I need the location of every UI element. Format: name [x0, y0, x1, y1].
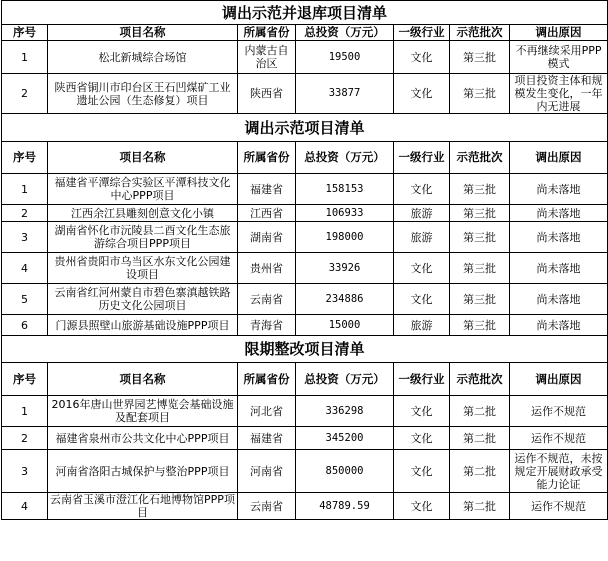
cell-batch: 第二批: [450, 493, 510, 520]
cell-reason: 尚未落地: [510, 174, 608, 205]
header-total-investment: 总投资（万元）: [296, 25, 394, 41]
cell-batch: 第三批: [450, 74, 510, 114]
header-seq: 序号: [2, 363, 48, 396]
cell-province: 福建省: [238, 427, 296, 450]
cell-province: 云南省: [238, 284, 296, 315]
header-batch: 示范批次: [450, 363, 510, 396]
table-row: [2, 205, 608, 222]
table-row: [2, 427, 608, 450]
table-header-row: [2, 25, 608, 41]
cell-province: 云南省: [238, 493, 296, 520]
cell-reason: 不再继续采用PPP模式: [510, 41, 608, 74]
cell-reason: 尚未落地: [510, 222, 608, 253]
cell-seq: 3: [2, 450, 48, 493]
table-row: [2, 450, 608, 493]
section3-title: 限期整改项目清单: [2, 336, 608, 363]
cell-batch: 第三批: [450, 222, 510, 253]
cell-batch: 第二批: [450, 450, 510, 493]
table-row: [2, 41, 608, 74]
cell-industry: 旅游: [394, 222, 450, 253]
cell-province: 湖南省: [238, 222, 296, 253]
cell-industry: 文化: [394, 41, 450, 74]
cell-total-investment: 234886: [296, 284, 394, 315]
cell-project-name: 云南省玉溪市澄江化石地博物馆PPP项目: [48, 493, 238, 520]
table-row: [2, 174, 608, 205]
cell-seq: 2: [2, 205, 48, 222]
table-row: [2, 222, 608, 253]
project-list-table: [1, 0, 608, 520]
cell-project-name: 河南省洛阳古城保护与整治PPP项目: [48, 450, 238, 493]
header-province: 所属省份: [238, 25, 296, 41]
header-total-investment: 总投资（万元）: [296, 142, 394, 174]
cell-reason: 运作不规范: [510, 396, 608, 427]
cell-total-investment: 345200: [296, 427, 394, 450]
cell-industry: 文化: [394, 450, 450, 493]
cell-batch: 第三批: [450, 284, 510, 315]
cell-total-investment: 850000: [296, 450, 394, 493]
cell-seq: 2: [2, 427, 48, 450]
cell-seq: 4: [2, 493, 48, 520]
header-reason: 调出原因: [510, 25, 608, 41]
cell-industry: 文化: [394, 253, 450, 284]
cell-total-investment: 198000: [296, 222, 394, 253]
cell-reason: 项目投资主体和规模发生变化，一年内无进展: [510, 74, 608, 114]
table-row: [2, 315, 608, 336]
header-industry: 一级行业: [394, 363, 450, 396]
cell-province: 河北省: [238, 396, 296, 427]
table-header-row: [2, 363, 608, 396]
cell-project-name: 福建省平潭综合实验区平潭科技文化中心PPP项目: [48, 174, 238, 205]
cell-batch: 第三批: [450, 253, 510, 284]
cell-project-name: 贵州省贵阳市乌当区水东文化公园建设项目: [48, 253, 238, 284]
cell-province: 陕西省: [238, 74, 296, 114]
header-industry: 一级行业: [394, 142, 450, 174]
cell-seq: 2: [2, 74, 48, 114]
cell-project-name: 门源县照壁山旅游基础设施PPP项目: [48, 315, 238, 336]
cell-reason: 尚未落地: [510, 253, 608, 284]
header-reason: 调出原因: [510, 363, 608, 396]
cell-industry: 文化: [394, 174, 450, 205]
cell-total-investment: 106933: [296, 205, 394, 222]
cell-province: 贵州省: [238, 253, 296, 284]
cell-reason: 运作不规范: [510, 427, 608, 450]
cell-total-investment: 19500: [296, 41, 394, 74]
cell-seq: 3: [2, 222, 48, 253]
cell-batch: 第三批: [450, 205, 510, 222]
cell-reason: 尚未落地: [510, 315, 608, 336]
cell-reason: 运作不规范: [510, 493, 608, 520]
cell-project-name: 福建省泉州市公共文化中心PPP项目: [48, 427, 238, 450]
header-industry: 一级行业: [394, 25, 450, 41]
cell-seq: 1: [2, 41, 48, 74]
cell-industry: 旅游: [394, 315, 450, 336]
cell-seq: 4: [2, 253, 48, 284]
table-header-row: [2, 142, 608, 174]
header-province: 所属省份: [238, 363, 296, 396]
table-row: [2, 396, 608, 427]
cell-total-investment: 48789.59: [296, 493, 394, 520]
cell-reason: 尚未落地: [510, 284, 608, 315]
cell-batch: 第三批: [450, 41, 510, 74]
header-seq: 序号: [2, 25, 48, 41]
header-project-name: 项目名称: [48, 363, 238, 396]
cell-province: 江西省: [238, 205, 296, 222]
table-row: [2, 253, 608, 284]
section1-title: 调出示范并退库项目清单: [2, 1, 608, 25]
header-total-investment: 总投资（万元）: [296, 363, 394, 396]
cell-reason: 运作不规范，未按规定开展财政承受能力论证: [510, 450, 608, 493]
header-batch: 示范批次: [450, 142, 510, 174]
cell-project-name: 松北新城综合场馆: [48, 41, 238, 74]
cell-province: 内蒙古自治区: [238, 41, 296, 74]
header-reason: 调出原因: [510, 142, 608, 174]
cell-industry: 旅游: [394, 205, 450, 222]
cell-industry: 文化: [394, 396, 450, 427]
cell-seq: 5: [2, 284, 48, 315]
section2-title: 调出示范项目清单: [2, 114, 608, 142]
cell-total-investment: 336298: [296, 396, 394, 427]
cell-batch: 第二批: [450, 427, 510, 450]
header-batch: 示范批次: [450, 25, 510, 41]
table-row: [2, 74, 608, 114]
cell-project-name: 2016年唐山世界园艺博览会基础设施及配套项目: [48, 396, 238, 427]
table-row: [2, 284, 608, 315]
header-project-name: 项目名称: [48, 25, 238, 41]
cell-project-name: 云南省红河州蒙自市碧色寨滇越铁路历史文化公园项目: [48, 284, 238, 315]
cell-batch: 第三批: [450, 174, 510, 205]
header-project-name: 项目名称: [48, 142, 238, 174]
cell-reason: 尚未落地: [510, 205, 608, 222]
cell-industry: 文化: [394, 284, 450, 315]
header-seq: 序号: [2, 142, 48, 174]
table-row: [2, 493, 608, 520]
cell-seq: 1: [2, 174, 48, 205]
cell-total-investment: 15000: [296, 315, 394, 336]
cell-industry: 文化: [394, 427, 450, 450]
header-province: 所属省份: [238, 142, 296, 174]
cell-total-investment: 158153: [296, 174, 394, 205]
cell-industry: 文化: [394, 493, 450, 520]
cell-seq: 1: [2, 396, 48, 427]
cell-project-name: 江西余江县雕刻创意文化小镇: [48, 205, 238, 222]
cell-total-investment: 33926: [296, 253, 394, 284]
cell-province: 青海省: [238, 315, 296, 336]
cell-project-name: 湖南省怀化市沅陵县二酉文化生态旅游综合项目PPP项目: [48, 222, 238, 253]
cell-seq: 6: [2, 315, 48, 336]
cell-total-investment: 33877: [296, 74, 394, 114]
cell-industry: 文化: [394, 74, 450, 114]
cell-batch: 第三批: [450, 315, 510, 336]
cell-province: 河南省: [238, 450, 296, 493]
cell-project-name: 陕西省铜川市印台区王石凹煤矿工业遗址公园（生态修复）项目: [48, 74, 238, 114]
cell-batch: 第二批: [450, 396, 510, 427]
cell-province: 福建省: [238, 174, 296, 205]
